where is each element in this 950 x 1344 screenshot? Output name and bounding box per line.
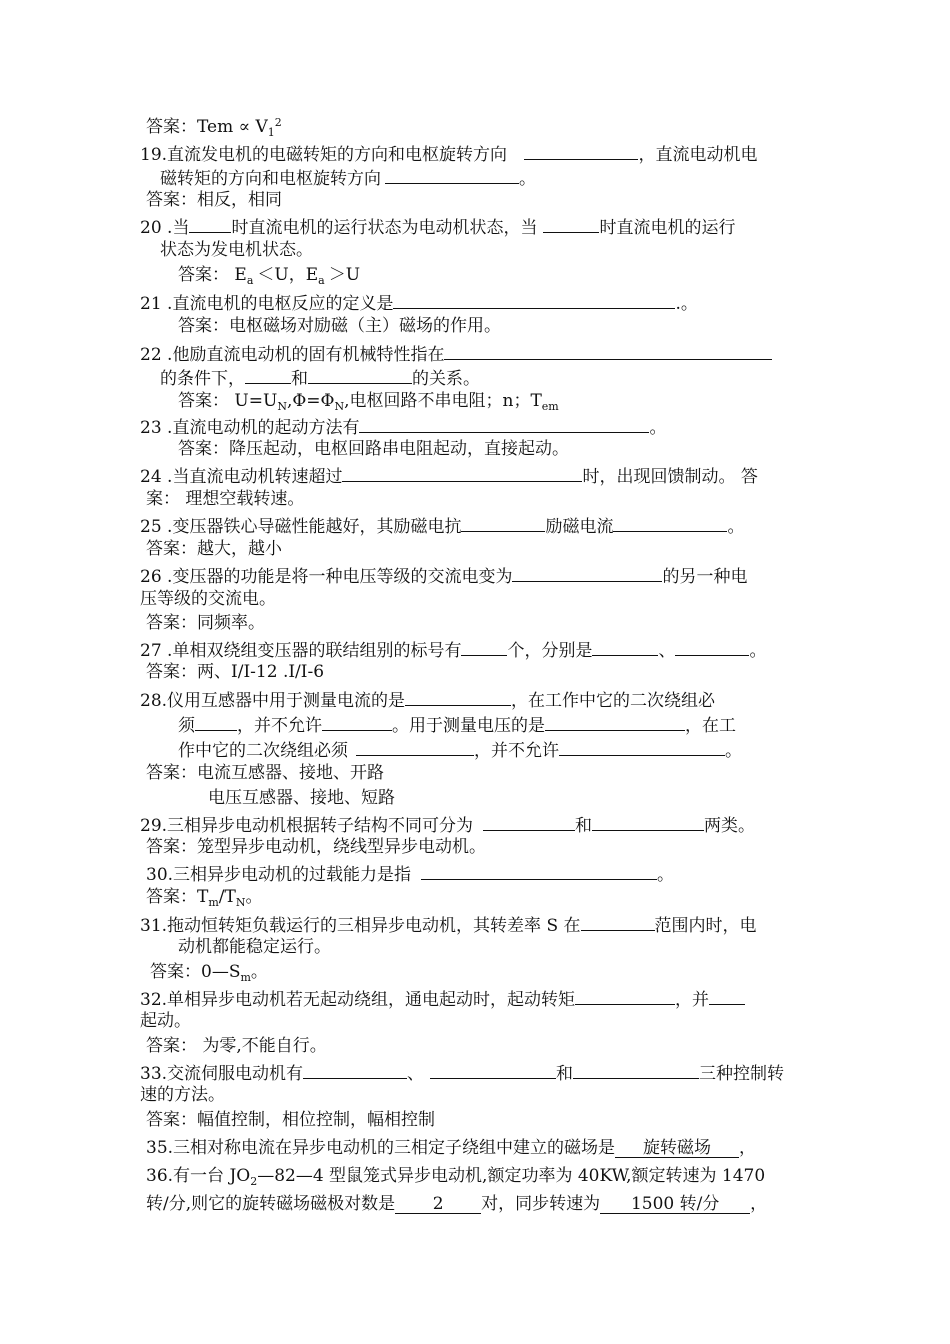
- question-text: 范围内时，电: [654, 916, 757, 936]
- answer-line: 答案：相反，相同: [146, 190, 282, 210]
- question-text: ，: [750, 1194, 768, 1214]
- blank: [559, 737, 725, 756]
- blank: [405, 687, 511, 706]
- blank: [512, 563, 662, 582]
- answer-line: 答案：幅值控制，相位控制，幅相控制: [146, 1110, 435, 1130]
- question-text: 和: [556, 1064, 574, 1084]
- question-text: 。: [725, 741, 742, 761]
- question-text: ，并不允许: [237, 716, 322, 736]
- question-25: [140, 513, 744, 537]
- answer-line: 答案：两、I/I-12 .I/I-6: [146, 662, 325, 682]
- question-text: 。用于测量电压的是: [392, 716, 545, 736]
- question-30: [146, 861, 674, 885]
- blank: [461, 637, 507, 656]
- blank: [483, 812, 575, 831]
- blank: [195, 712, 237, 731]
- question-text: 。: [519, 169, 536, 189]
- question-text: ，并: [675, 990, 710, 1010]
- question-text: 。: [727, 517, 745, 537]
- question-19-cont: [160, 165, 536, 189]
- question-text: 作中它的二次绕组必须: [178, 741, 348, 761]
- filled-blank: 旋转磁场: [615, 1139, 739, 1158]
- question-text: 对，同步转速为: [481, 1194, 601, 1214]
- question-text: 和: [291, 369, 308, 389]
- question-text: 29.三相异步电动机根据转子结构不同可分为: [140, 816, 474, 836]
- question-text: 两类。: [704, 816, 756, 836]
- answer-text: ,Φ=Φ: [286, 391, 335, 411]
- question-text: 和: [575, 816, 593, 836]
- blank: [342, 463, 582, 482]
- subscript: m: [240, 971, 251, 984]
- blank: [573, 1060, 699, 1079]
- answer-line: [146, 116, 282, 140]
- answer-line: 答案：同频率。: [146, 613, 265, 633]
- blank: [613, 513, 727, 532]
- question-32: [140, 986, 745, 1010]
- filled-blank: 2: [395, 1195, 481, 1214]
- question-text: 个，分别是: [507, 641, 593, 661]
- answer-line: [178, 390, 559, 414]
- question-31: [140, 912, 757, 936]
- question-text: 32.单相异步电动机若无起动绕组，通电起动时，起动转矩: [140, 990, 576, 1010]
- question-text: ，在工作中它的二次绕组必: [511, 691, 716, 711]
- question-text: 36.有一台 JO: [146, 1166, 251, 1186]
- subscript: 1: [267, 126, 275, 139]
- question-24: [140, 463, 758, 487]
- subscript: m: [208, 896, 219, 909]
- question-text: ，在工: [685, 716, 736, 736]
- answer-line: [150, 961, 268, 985]
- question-text: 20 .当: [140, 218, 190, 238]
- question-text: ，: [739, 1138, 757, 1158]
- question-text: 28.仪用互感器中用于测量电流的是: [140, 691, 406, 711]
- question-text: 的条件下，: [160, 369, 245, 389]
- question-19: [140, 141, 757, 165]
- subscript: N: [277, 400, 287, 413]
- blank: [393, 290, 675, 309]
- question-text: 励磁电流: [545, 517, 614, 537]
- blank: [545, 712, 685, 731]
- question-text: 27 .单相双绕组变压器的联结组别的标号有: [140, 641, 462, 661]
- question-text: 19.直流发电机的电磁转矩的方向和电枢旋转方向: [140, 145, 508, 165]
- answer-line: 答案：降压起动，电枢回路串电阻起动，直接起动。: [178, 439, 569, 459]
- subscript: a: [246, 274, 254, 287]
- answer-line: 案： 理想空载转速。: [146, 489, 305, 509]
- subscript: N: [235, 896, 246, 909]
- blank: [189, 214, 231, 233]
- blank: [461, 513, 545, 532]
- question-text: 22 .他励直流电动机的固有机械特性指在: [140, 345, 445, 365]
- blank: [359, 414, 649, 433]
- question-28-cont: [178, 737, 742, 761]
- answer-text: 。: [245, 887, 263, 907]
- question-text: 33.交流伺服电动机有: [140, 1064, 304, 1084]
- subscript: 2: [250, 1175, 258, 1188]
- answer-line: 电压互感器、接地、短路: [208, 788, 395, 808]
- question-text: 的关系。: [412, 369, 480, 389]
- question-text: 时直流电机的运行状态为电动机状态，当: [231, 218, 538, 238]
- answer-text: 答案：0—S: [150, 962, 241, 982]
- question-text: 。: [649, 418, 667, 438]
- answer-text: 答案： E: [178, 265, 247, 285]
- filled-blank: 1500 转/分: [600, 1195, 750, 1214]
- blank: [543, 214, 599, 233]
- question-20: [140, 214, 735, 238]
- blank: [592, 637, 658, 656]
- question-text: 26 .变压器的功能是将一种电压等级的交流电变为: [140, 567, 513, 587]
- question-36-cont: [146, 1193, 767, 1217]
- blank: [675, 637, 749, 656]
- question-21: [140, 290, 698, 314]
- answer-text: ＞U: [328, 265, 361, 285]
- question-29: [140, 812, 755, 836]
- question-text: 时，出现回馈制动。 答: [582, 467, 758, 487]
- answer-text: 。: [250, 962, 268, 982]
- answer-text: 答案：T: [146, 887, 209, 907]
- answer-line: 答案：电流互感器、接地、开路: [146, 763, 384, 783]
- blank: [524, 141, 638, 160]
- question-35: [146, 1137, 756, 1161]
- question-33-cont: 速的方法。: [140, 1085, 225, 1105]
- question-22: [140, 341, 772, 365]
- question-26-cont: 压等级的交流电。: [140, 589, 276, 609]
- blank: [245, 365, 291, 384]
- question-text: 转/分,则它的旋转磁场磁极对数是: [146, 1194, 396, 1214]
- blank: [592, 812, 704, 831]
- answer-text: 答案： U=U: [178, 391, 278, 411]
- subscript: a: [318, 274, 325, 287]
- blank: [385, 165, 519, 184]
- blank: [575, 986, 675, 1005]
- question-text: ，并不允许: [474, 741, 559, 761]
- question-text: 磁转矩的方向和电枢旋转方向: [160, 169, 381, 189]
- answer-text: ＜U，E: [257, 265, 319, 285]
- question-text: 的另一种电: [662, 567, 748, 587]
- question-text: 21 .直流电机的电枢反应的定义是: [140, 294, 394, 314]
- question-33: [140, 1060, 784, 1084]
- question-26: [140, 563, 747, 587]
- question-text: 23 .直流电动机的起动方法有: [140, 418, 360, 438]
- blank: [581, 912, 655, 931]
- question-27: [140, 637, 766, 661]
- question-text: 、: [407, 1064, 425, 1084]
- question-text: 31.拖动恒转矩负载运行的三相异步电动机，其转差率 S 在: [140, 916, 581, 936]
- question-23: [140, 414, 666, 438]
- answer-text: /T: [218, 887, 236, 907]
- question-22-cont: [160, 365, 480, 389]
- answer-line: 答案：越大，越小: [146, 539, 282, 559]
- question-text: 、: [658, 641, 676, 661]
- question-31-cont: 动机都能稳定运行。: [178, 937, 331, 957]
- answer-text: ,电枢回路不串电阻；n；T: [344, 391, 542, 411]
- question-text: 。: [749, 641, 767, 661]
- question-text: 。: [657, 865, 675, 885]
- question-text: 25 .变压器铁心导磁性能越好，其励磁电抗: [140, 517, 462, 537]
- question-text: .。: [675, 294, 698, 314]
- blank: [303, 1060, 407, 1079]
- blank: [421, 861, 657, 880]
- answer-line: [146, 886, 262, 910]
- question-text: 时直流电机的运行: [599, 218, 736, 238]
- blank: [308, 365, 412, 384]
- subscript: em: [541, 400, 559, 413]
- question-text: 30.三相异步电动机的过载能力是指: [146, 865, 412, 885]
- question-28-cont: [178, 712, 736, 736]
- blank: [356, 737, 474, 756]
- question-32-cont: 起动。: [140, 1011, 191, 1031]
- question-20-cont: 状态为发电机状态。: [160, 240, 313, 260]
- question-36: [146, 1165, 765, 1189]
- blank: [709, 986, 745, 1005]
- subscript: N: [334, 400, 345, 413]
- question-text: ，直流电动机电: [638, 145, 758, 165]
- blank: [430, 1060, 556, 1079]
- question-text: 35.三相对称电流在异步电动机的三相定子绕组中建立的磁场是: [146, 1138, 616, 1158]
- answer-text: 答案：Tem ∝ V: [146, 117, 268, 137]
- answer-line: 答案：电枢磁场对励磁（主）磁场的作用。: [178, 316, 501, 336]
- question-text: 须: [178, 716, 195, 736]
- blank: [444, 341, 772, 360]
- answer-line: 答案：笼型异步电动机，绕线型异步电动机。: [146, 837, 486, 857]
- answer-line: 答案： 为零,不能自行。: [146, 1036, 327, 1056]
- question-text: 24 .当直流电动机转速超过: [140, 467, 343, 487]
- question-text: 三种控制转: [699, 1064, 785, 1084]
- blank: [322, 712, 392, 731]
- answer-line: [178, 264, 360, 288]
- question-28: [140, 687, 715, 711]
- question-text: —82—4 型鼠笼式异步电动机,额定功率为 40KW,额定转速为 1470: [257, 1166, 766, 1186]
- superscript: 2: [274, 116, 282, 129]
